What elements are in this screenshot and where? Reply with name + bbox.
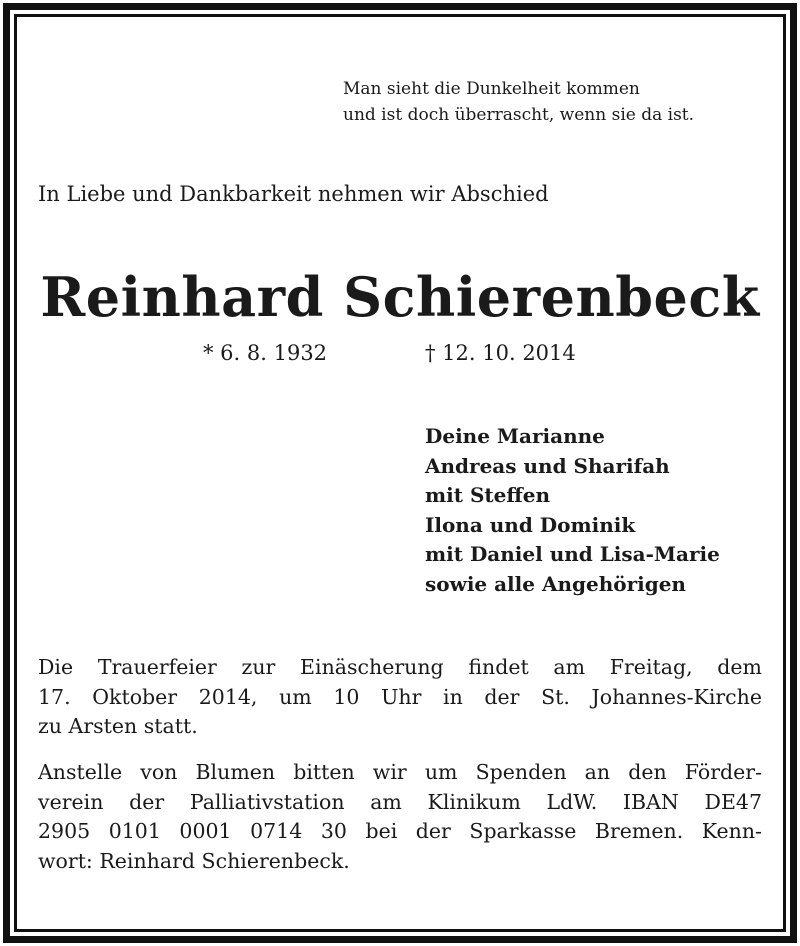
deceased-name: Reinhard Schierenbeck <box>40 265 760 329</box>
mourner-line: sowie alle Angehörigen <box>425 571 686 596</box>
mourner-line: mit Steffen <box>425 483 551 508</box>
mourner-line: Andreas und Sharifah <box>425 453 670 478</box>
donation-notice <box>38 758 762 876</box>
donation-notice-line: verein der Palliativstation am Klinikum LdW. IBAN DE47 <box>38 789 762 814</box>
mourners-list <box>425 422 720 600</box>
donation-notice-line: Anstelle von Blumen bitten wir um Spenden an den Förder- <box>38 760 762 784</box>
motto-line: Man sieht die Dunkelheit kommen <box>343 79 640 99</box>
motto-quote <box>343 76 773 128</box>
death-date: † 12. 10. 2014 <box>425 341 576 365</box>
donation-notice-line: wort: Reinhard Schierenbeck. <box>38 848 350 873</box>
mourner-line: Ilona und Dominik <box>425 512 636 537</box>
mourner-line: Deine Marianne <box>425 424 605 448</box>
funeral-notice-line: Die Trauerfeier zur Einäscherung findet am Freitag, dem <box>38 655 762 679</box>
funeral-notice-line: 17. Oktober 2014, um 10 Uhr in der St. Johannes-Kirche <box>38 684 762 709</box>
funeral-notice-line: zu Arsten statt. <box>38 714 198 738</box>
motto-line: und ist doch überrascht, wenn sie da ist. <box>343 105 695 125</box>
intro-text: In Liebe und Dankbarkeit nehmen wir Abschied <box>38 182 549 206</box>
donation-notice-line: 2905 0101 0001 0714 30 bei der Sparkasse Bremen. Kenn- <box>38 819 762 843</box>
funeral-notice <box>38 653 762 742</box>
birth-date: * 6. 8. 1932 <box>203 341 328 365</box>
mourner-line: mit Daniel und Lisa-Marie <box>425 542 720 567</box>
